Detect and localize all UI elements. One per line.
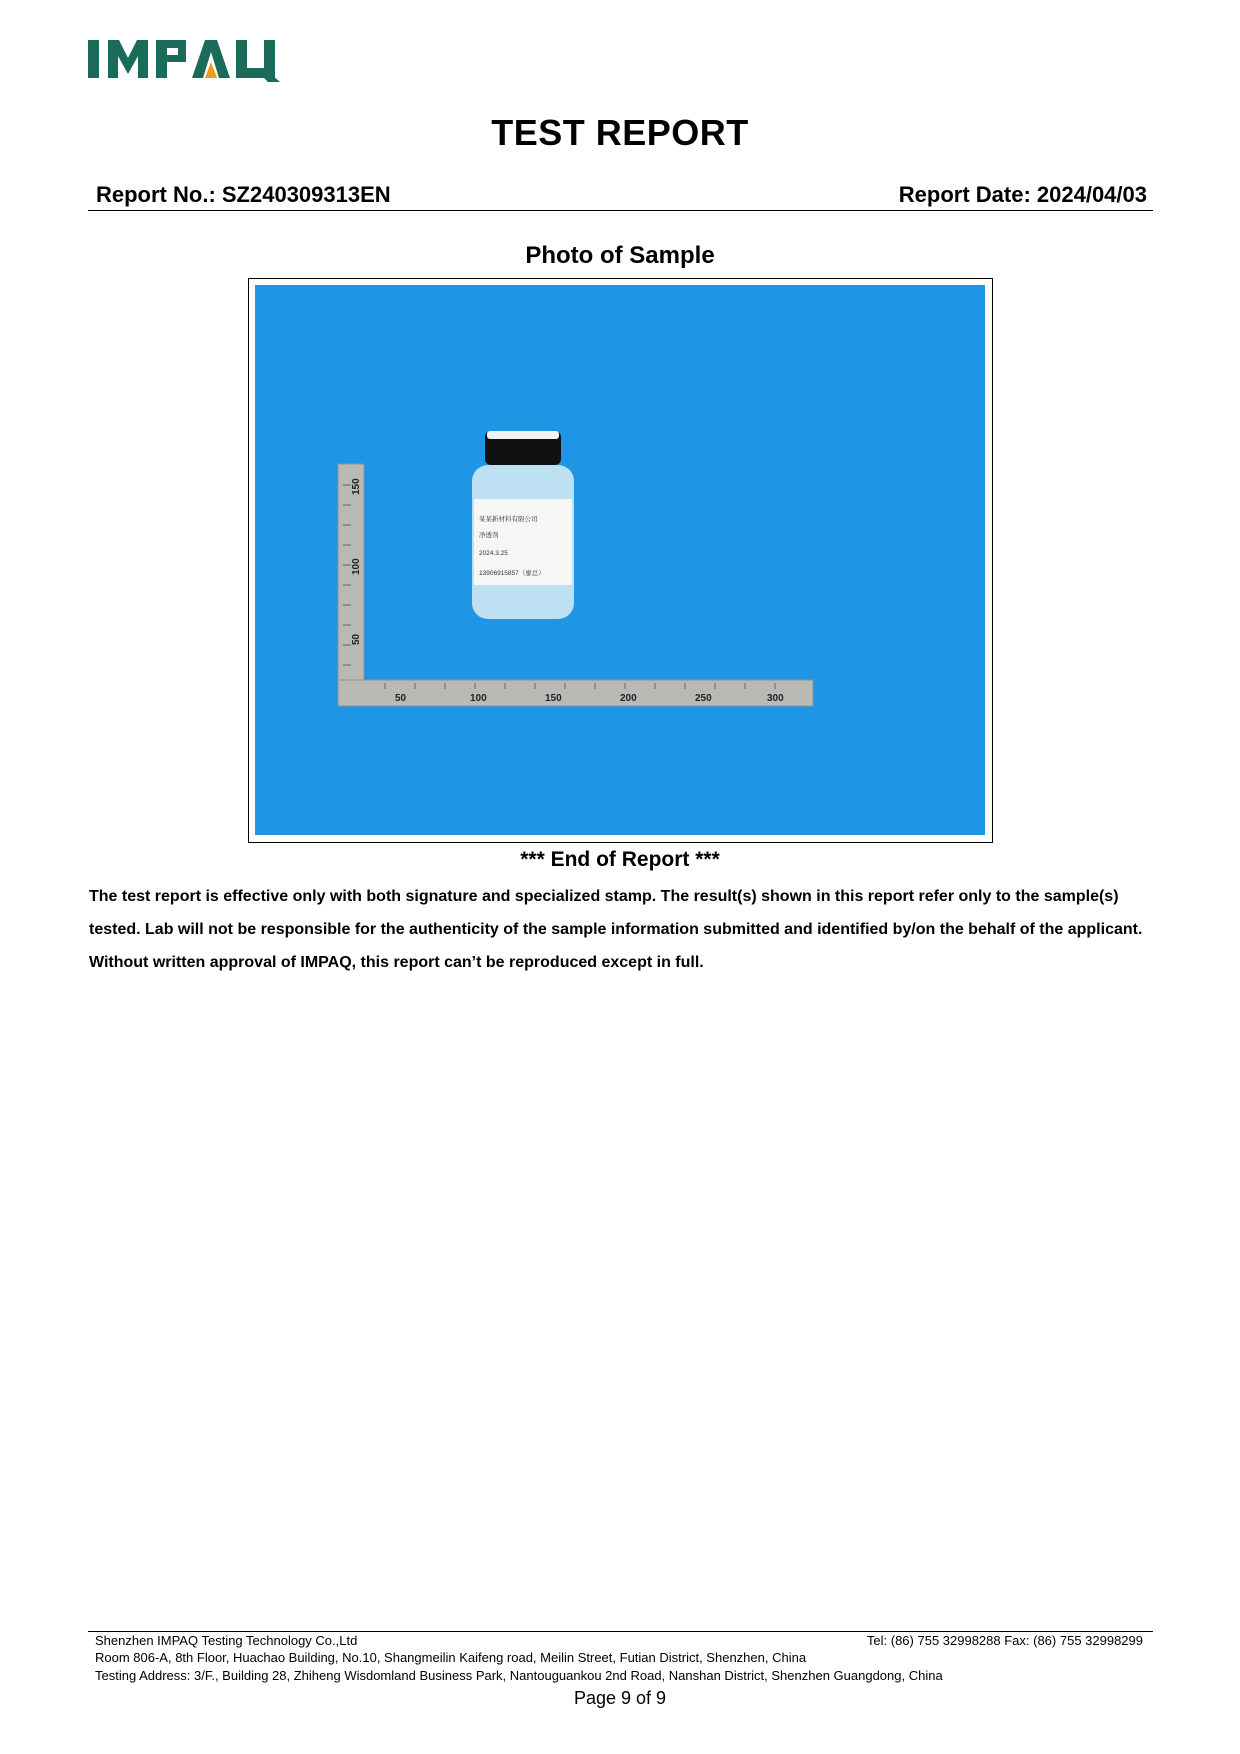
- footer-testing-address: Testing Address: 3/F., Building 28, Zhiheng Wisdomland Business Park, Nantouguankou 2nd Road, Nanshan District, Shenzhen Guangdong, China: [95, 1668, 943, 1683]
- label-line-2: 净透剂: [479, 532, 499, 539]
- label-line-3: 2024.3.25: [479, 550, 508, 557]
- footer-divider: [88, 1631, 1153, 1632]
- ruler-h-200: 200: [620, 693, 637, 704]
- ruler-v-150: 150: [351, 478, 362, 495]
- ruler-h-300: 300: [767, 693, 784, 704]
- end-of-report: *** End of Report ***: [520, 848, 720, 871]
- sample-photo: [255, 285, 985, 835]
- ruler-v-50: 50: [351, 633, 362, 645]
- ruler-h-100: 100: [470, 693, 487, 704]
- footer-company: Shenzhen IMPAQ Testing Technology Co.,Ltd: [95, 1633, 358, 1648]
- impaq-logo: [88, 36, 302, 82]
- report-number: Report No.: SZ240309313EN: [96, 182, 391, 207]
- ruler-h-250: 250: [695, 693, 712, 704]
- disclaimer-text: The test report is effective only with both signature and specialized stamp. The result(s) shown in this report refer only to the sample(s) tested. Lab will not be responsible for the authenticity of the sample information submitted and identified by/on the behalf of the applicant. Without written approval of IMPAQ, this report can’t be reproduced except in full.: [89, 888, 1143, 971]
- ruler-v-100: 100: [351, 558, 362, 575]
- ruler-h-150: 150: [545, 693, 562, 704]
- label-line-4: 13906915857（廖总）: [479, 570, 545, 577]
- sample-photo-frame: [248, 278, 993, 843]
- section-title: Photo of Sample: [525, 242, 715, 269]
- report-header-row: [88, 180, 1153, 211]
- label-line-1: 某某新材料有限公司: [479, 516, 538, 523]
- report-title: TEST REPORT: [491, 112, 749, 153]
- footer-address: Room 806-A, 8th Floor, Huachao Building, No.10, Shangmeilin Kaifeng road, Meilin Street, Futian District, Shenzhen, China: [95, 1650, 807, 1665]
- report-date: Report Date: 2024/04/03: [898, 182, 1147, 207]
- page-number: Page 9 of 9: [573, 1688, 667, 1708]
- ruler-h-50: 50: [395, 693, 407, 704]
- footer-contact: Tel: (86) 755 32998288 Fax: (86) 755 32998299: [866, 1633, 1143, 1648]
